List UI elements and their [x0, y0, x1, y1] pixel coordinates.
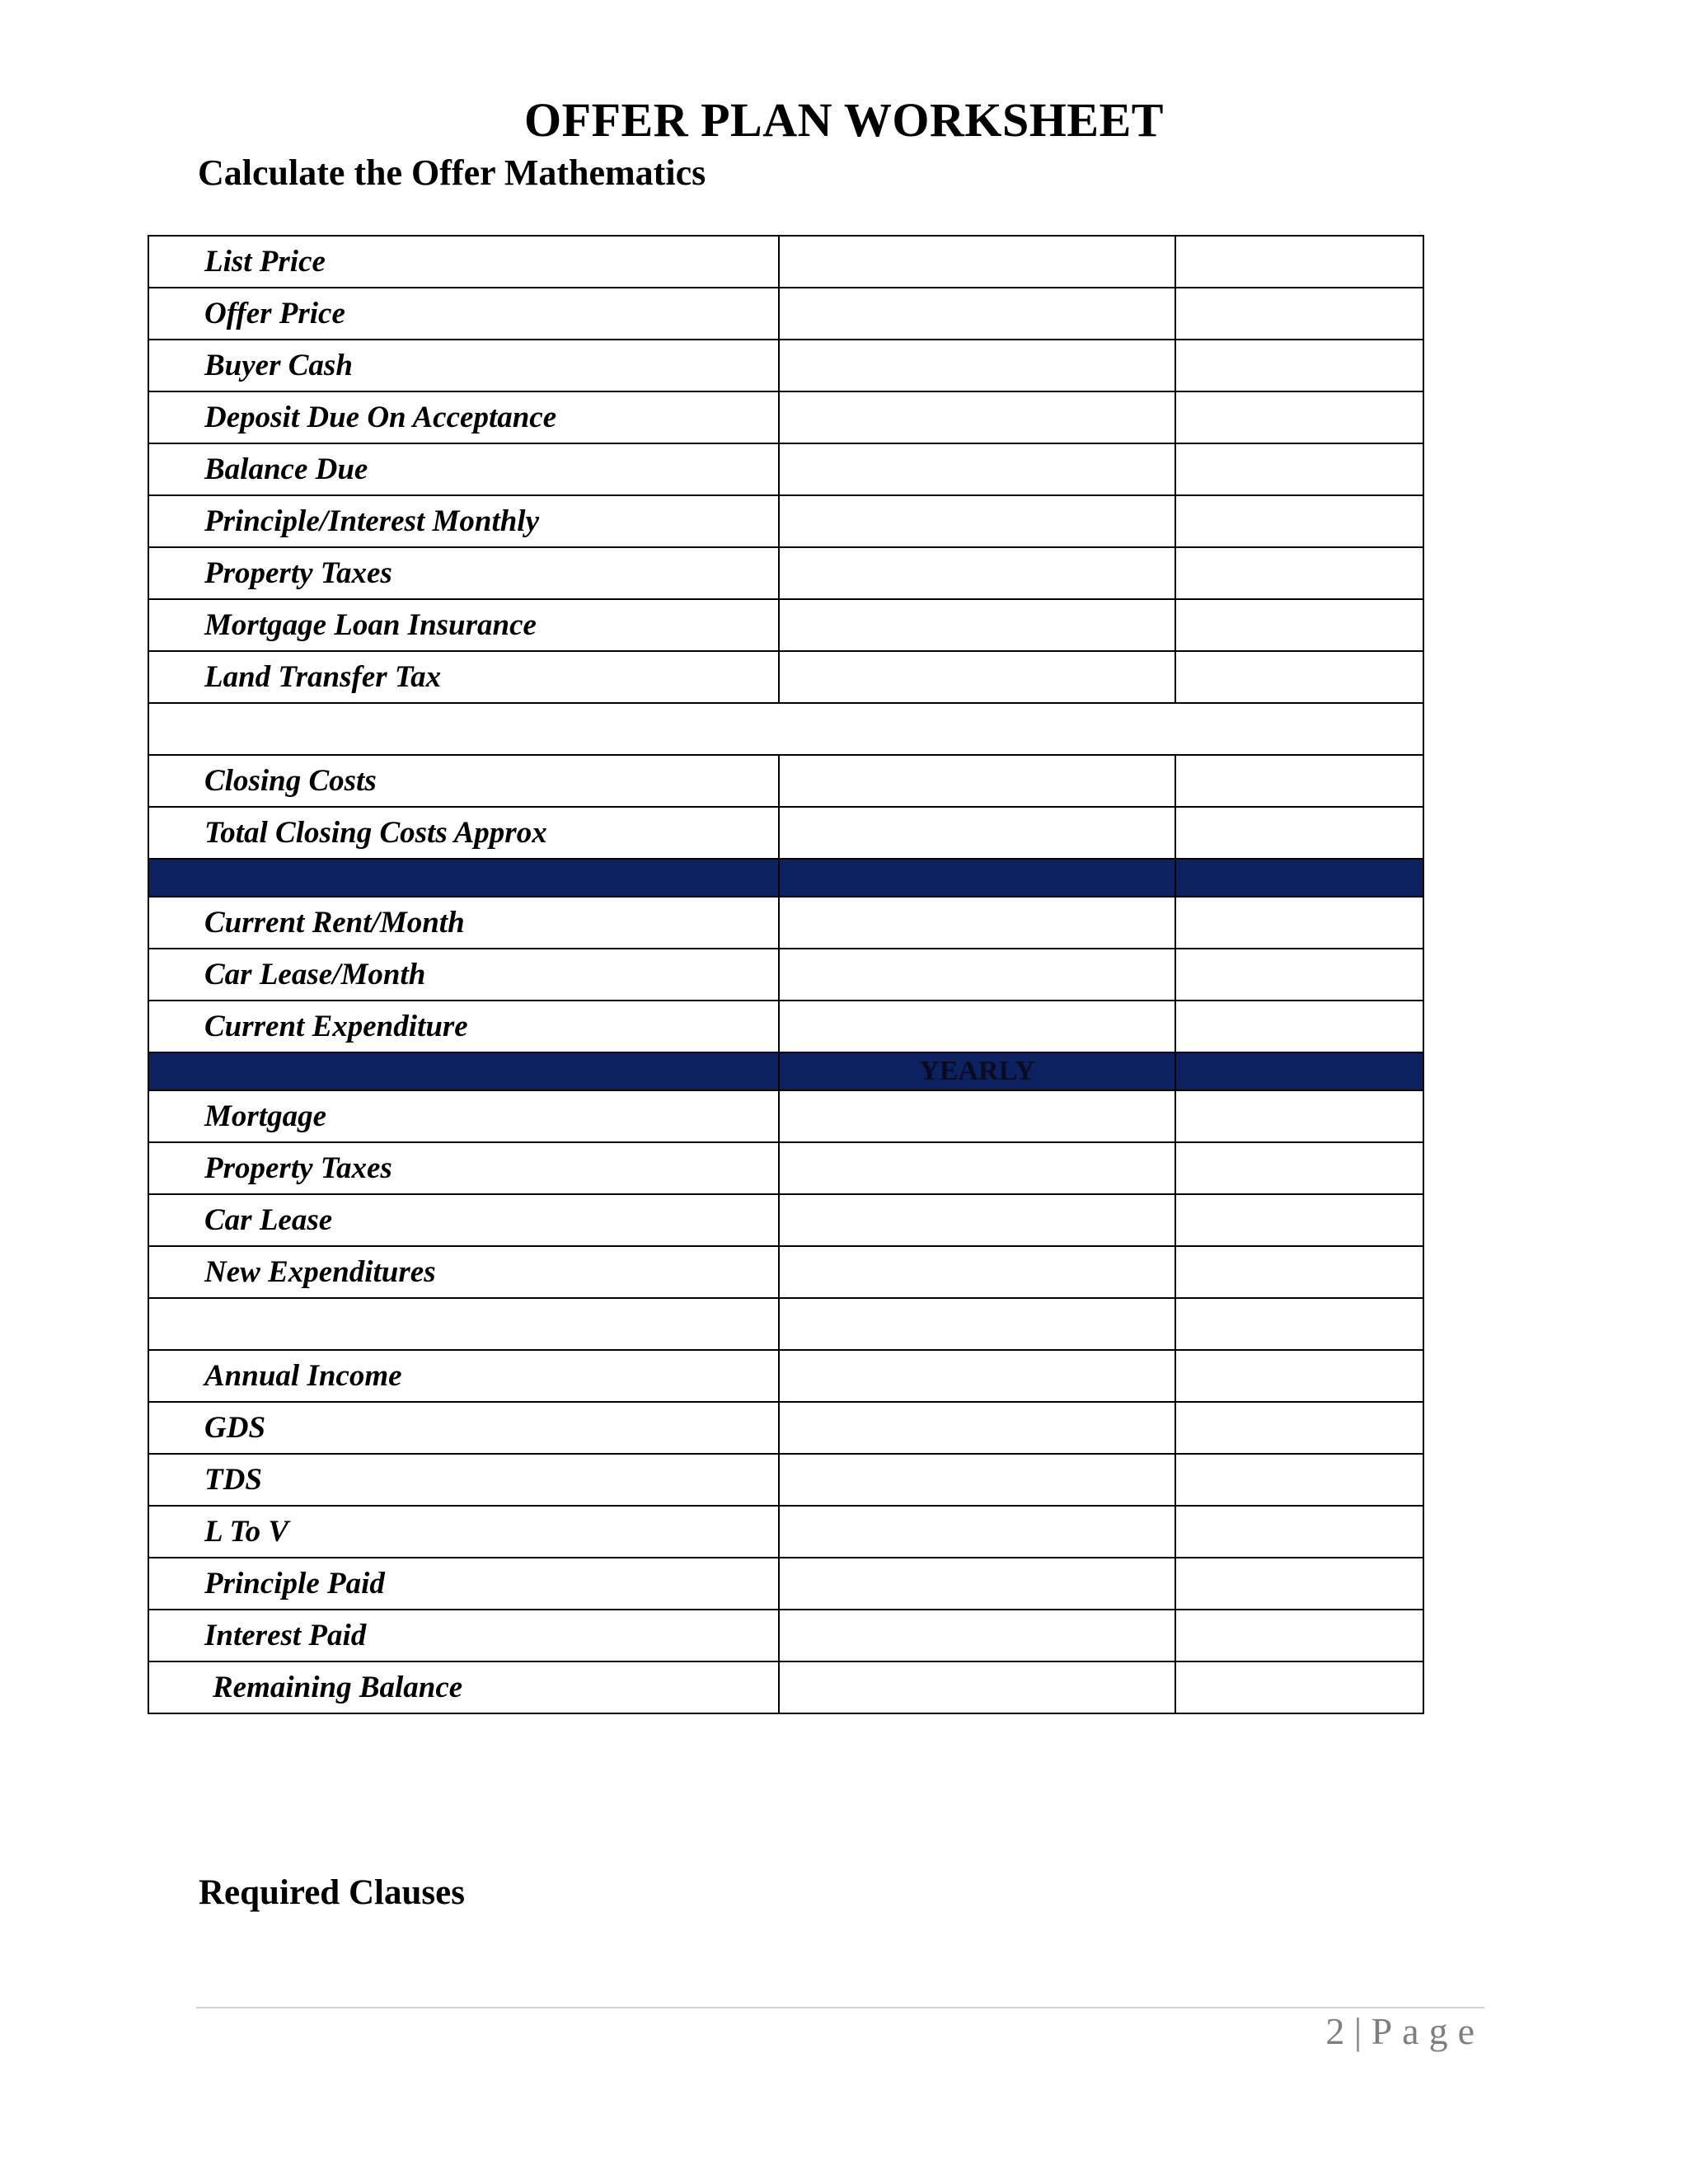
- row-label: Mortgage Loan Insurance: [148, 599, 779, 651]
- value-cell[interactable]: [779, 547, 1175, 599]
- table-row: [148, 949, 1423, 1001]
- yearly-header: YEARLY: [779, 1052, 1175, 1090]
- table-row: [148, 1454, 1423, 1506]
- value-cell[interactable]: [779, 1246, 1175, 1298]
- value-cell[interactable]: [1175, 651, 1423, 703]
- value-cell[interactable]: [779, 651, 1175, 703]
- value-cell[interactable]: [1175, 1454, 1423, 1506]
- table-row: [148, 391, 1423, 443]
- table-row: [148, 443, 1423, 495]
- row-label: List Price: [148, 236, 779, 288]
- value-cell[interactable]: [1175, 547, 1423, 599]
- value-cell[interactable]: [779, 807, 1175, 859]
- value-cell[interactable]: [1175, 1610, 1423, 1661]
- table-row: [148, 807, 1423, 859]
- value-cell[interactable]: [1175, 340, 1423, 391]
- value-cell[interactable]: [779, 1610, 1175, 1661]
- value-cell[interactable]: [1175, 288, 1423, 340]
- footer-divider: [196, 2007, 1484, 2008]
- value-cell[interactable]: [1175, 897, 1423, 949]
- row-label: GDS: [148, 1402, 779, 1454]
- blank-cell[interactable]: [148, 1298, 779, 1350]
- value-cell[interactable]: [1175, 807, 1423, 859]
- page-footer: [1325, 2010, 1484, 2052]
- table-row: [148, 599, 1423, 651]
- row-label: Deposit Due On Acceptance: [148, 391, 779, 443]
- value-cell[interactable]: [1175, 1194, 1423, 1246]
- value-cell[interactable]: [779, 391, 1175, 443]
- table-row: [148, 1350, 1423, 1402]
- value-cell[interactable]: [779, 1001, 1175, 1052]
- page-title: OFFER PLAN WORKSHEET: [524, 93, 1164, 147]
- band-cell: [1175, 859, 1423, 897]
- row-label: Property Taxes: [148, 547, 779, 599]
- table-row-blank: [148, 1298, 1423, 1350]
- row-label: Offer Price: [148, 288, 779, 340]
- value-cell[interactable]: [779, 443, 1175, 495]
- value-cell[interactable]: [779, 599, 1175, 651]
- table-row: [148, 1558, 1423, 1610]
- value-cell[interactable]: [779, 495, 1175, 547]
- page-separator: |: [1353, 2010, 1362, 2052]
- value-cell[interactable]: [779, 340, 1175, 391]
- value-cell[interactable]: [1175, 391, 1423, 443]
- row-label: Closing Costs: [148, 755, 779, 807]
- row-label: Buyer Cash: [148, 340, 779, 391]
- row-label: Balance Due: [148, 443, 779, 495]
- table-row: [148, 1661, 1423, 1713]
- table-row: [148, 755, 1423, 807]
- table-row: [148, 1090, 1423, 1142]
- table-row: [148, 1194, 1423, 1246]
- table-row: [148, 547, 1423, 599]
- table-row: [148, 288, 1423, 340]
- value-cell[interactable]: [1175, 599, 1423, 651]
- value-cell[interactable]: [1175, 1402, 1423, 1454]
- table-row: [148, 340, 1423, 391]
- band-cell: [148, 859, 779, 897]
- table-row: [148, 236, 1423, 288]
- table-row: [148, 897, 1423, 949]
- row-label: Annual Income: [148, 1350, 779, 1402]
- table-row: [148, 1246, 1423, 1298]
- value-cell[interactable]: [779, 755, 1175, 807]
- value-cell[interactable]: [779, 1506, 1175, 1558]
- row-label: Current Rent/Month: [148, 897, 779, 949]
- value-cell[interactable]: [779, 1142, 1175, 1194]
- page-word: Page: [1371, 2010, 1484, 2052]
- value-cell[interactable]: [779, 1402, 1175, 1454]
- value-cell[interactable]: [779, 1454, 1175, 1506]
- page-number: 2: [1325, 2010, 1345, 2052]
- row-label: New Expenditures: [148, 1246, 779, 1298]
- blank-cell[interactable]: [148, 703, 1423, 755]
- value-cell[interactable]: [1175, 495, 1423, 547]
- table-row-blank: [148, 703, 1423, 755]
- offer-worksheet-table: [148, 235, 1424, 1714]
- value-cell[interactable]: [1175, 949, 1423, 1001]
- band-cell: [148, 1052, 779, 1090]
- table-row: [148, 1506, 1423, 1558]
- row-label: Car Lease: [148, 1194, 779, 1246]
- value-cell[interactable]: [779, 1194, 1175, 1246]
- row-label: L To V: [148, 1506, 779, 1558]
- value-cell[interactable]: [1175, 236, 1423, 288]
- value-cell[interactable]: [1175, 1090, 1423, 1142]
- value-cell[interactable]: [1175, 1246, 1423, 1298]
- row-label: Interest Paid: [148, 1610, 779, 1661]
- value-cell[interactable]: [1175, 1558, 1423, 1610]
- band-cell: [1175, 1052, 1423, 1090]
- table-row: [148, 1001, 1423, 1052]
- value-cell[interactable]: [779, 949, 1175, 1001]
- value-cell[interactable]: [1175, 755, 1423, 807]
- value-cell[interactable]: [779, 1298, 1175, 1350]
- table-row: [148, 1610, 1423, 1661]
- row-label: Total Closing Costs Approx: [148, 807, 779, 859]
- section-divider-band: [148, 859, 1423, 897]
- row-label: Property Taxes: [148, 1142, 779, 1194]
- row-label: Principle Paid: [148, 1558, 779, 1610]
- value-cell[interactable]: [1175, 1001, 1423, 1052]
- row-label: Car Lease/Month: [148, 949, 779, 1001]
- value-cell[interactable]: [779, 288, 1175, 340]
- value-cell[interactable]: [779, 1661, 1175, 1713]
- value-cell[interactable]: [1175, 1298, 1423, 1350]
- row-label: Remaining Balance: [148, 1661, 779, 1713]
- value-cell[interactable]: [779, 1350, 1175, 1402]
- value-cell[interactable]: [1175, 1506, 1423, 1558]
- table-row: [148, 1402, 1423, 1454]
- section-subtitle: Calculate the Offer Mathematics: [198, 152, 706, 193]
- table-row: [148, 651, 1423, 703]
- value-cell[interactable]: [1175, 1142, 1423, 1194]
- value-cell[interactable]: [779, 1558, 1175, 1610]
- value-cell[interactable]: [779, 897, 1175, 949]
- band-cell: [779, 859, 1175, 897]
- value-cell[interactable]: [779, 1090, 1175, 1142]
- table-row: [148, 1142, 1423, 1194]
- value-cell[interactable]: [779, 236, 1175, 288]
- row-label: TDS: [148, 1454, 779, 1506]
- table-row: [148, 495, 1423, 547]
- value-cell[interactable]: [1175, 443, 1423, 495]
- value-cell[interactable]: [1175, 1350, 1423, 1402]
- required-clauses-heading: Required Clauses: [199, 1873, 465, 1912]
- row-label: Current Expenditure: [148, 1001, 779, 1052]
- yearly-header-band: [148, 1052, 1423, 1090]
- row-label: Land Transfer Tax: [148, 651, 779, 703]
- value-cell[interactable]: [1175, 1661, 1423, 1713]
- row-label: Mortgage: [148, 1090, 779, 1142]
- row-label: Principle/Interest Monthly: [148, 495, 779, 547]
